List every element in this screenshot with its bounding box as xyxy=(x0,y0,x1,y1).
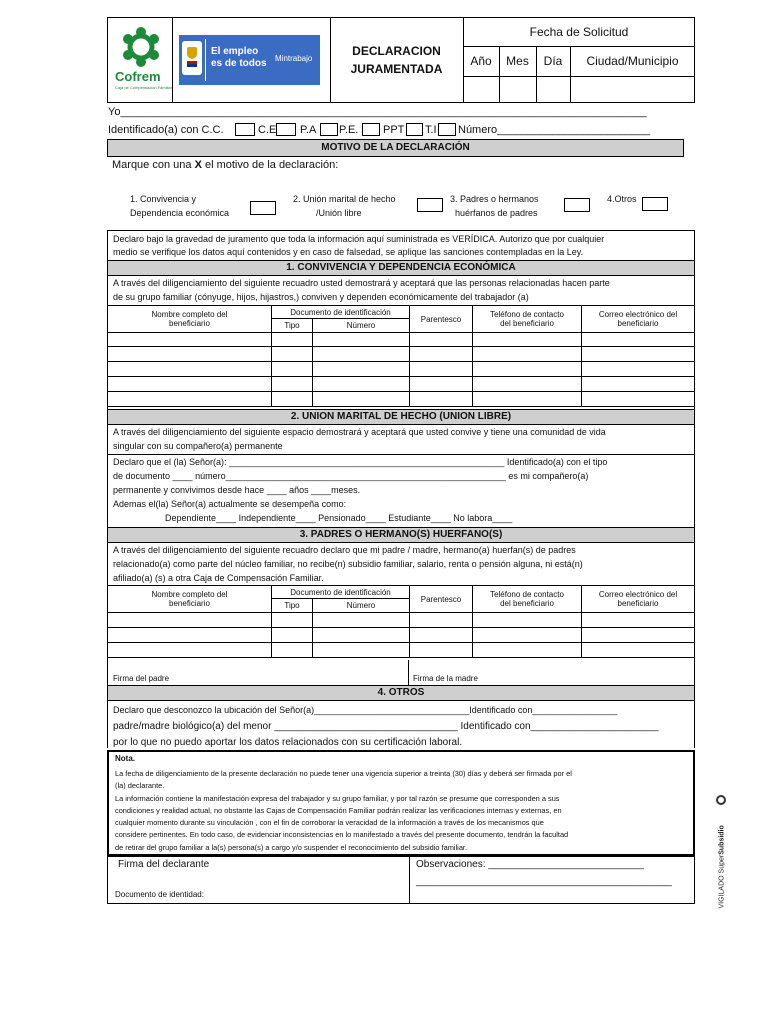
colombia-shield-icon xyxy=(182,41,202,75)
table-row xyxy=(108,392,695,407)
checkbox-padres-hermanos[interactable] xyxy=(564,198,590,212)
option-1-label-b: Dependencia económica xyxy=(130,208,230,218)
supersubsidio-icon xyxy=(716,795,726,805)
s2-occupation-options[interactable]: Dependiente____ Independiente____ Pensionado____ Estudiante____ No labora____ xyxy=(165,513,513,523)
doc-title-line1: DECLARACION xyxy=(352,44,441,58)
th-numero: Número xyxy=(313,319,410,333)
s1-line-2: de su grupo familiar (cónyuge, hijos, hijastros,) conviven y dependen económicamente del trabajador (a) xyxy=(113,292,529,302)
checkbox-otros[interactable] xyxy=(642,197,668,211)
month-field[interactable] xyxy=(500,77,535,102)
option-1-label-a: 1. Convivencia y xyxy=(130,194,197,204)
table-row xyxy=(108,643,695,658)
super-text: Super xyxy=(718,854,726,874)
col-city: Ciudad/Municipio xyxy=(586,54,679,68)
nota-line-6: considere pertinentes. En todo caso, de evidenciar inconsistencias en lo manifestado a través del presente documento, tendrán la facultad xyxy=(115,830,569,839)
firma-padre-field[interactable] xyxy=(108,661,407,684)
s4-line-3: por lo que no puedo aportar los datos relacionados con su certificación laboral. xyxy=(113,737,463,748)
th-nombre: Nombre completo del xyxy=(151,590,228,599)
checkbox-pe[interactable] xyxy=(362,123,380,136)
th-parentesco: Parentesco xyxy=(410,306,473,333)
col-day: Día xyxy=(543,54,563,68)
declaro-line-2: medio se verifique los datos aquí contenidos y en caso de falsedad, se aplique las sanciones contempladas en la Ley. xyxy=(113,247,584,257)
th-numero: Número xyxy=(313,599,410,613)
table-row xyxy=(108,377,695,392)
motivo-bar: MOTIVO DE LA DECLARACIÓN xyxy=(107,139,684,157)
opt-pa-label: P.A xyxy=(300,124,317,136)
cofrem-logo xyxy=(113,27,172,93)
option-4-label: 4.Otros xyxy=(607,194,637,204)
numero-field[interactable]: Número_________________________ xyxy=(458,124,651,136)
nota-line-5: cualquier momento durante su vinculación , con el fin de corroborar la veracidad de la información a través de los mecanismos que xyxy=(115,818,544,827)
checkbox-convivencia[interactable] xyxy=(250,201,276,215)
s4-line-1[interactable]: Declaro que desconozco la ubicación del Señor(a)_______________________________Identificado con_________________ xyxy=(113,705,618,715)
supersubsidio-mark xyxy=(712,795,732,910)
opt-pe-label: P.E. xyxy=(339,124,359,136)
observaciones-line-2[interactable]: ______________________________________________ xyxy=(416,876,672,887)
nota-line-3: La información contiene la manifestación expresa del trabajador y su grupo familiar, y por tal razón se presume que corresponden a sus xyxy=(115,794,560,803)
s4-line-2[interactable]: padre/madre biológico(a) del menor _________________________________ Identificado con_______________________ xyxy=(113,721,659,732)
declaro-line-1: Declaro bajo la gravedad de juramento que toda la información aquí suministrada es VERÍDICA. Autorizo que por cualquier xyxy=(113,234,605,244)
table-row xyxy=(108,628,695,643)
s2-line-2: singular con su compañero(a) permanente xyxy=(113,441,283,451)
opt-ti-label: T.I xyxy=(425,124,437,136)
option-2-label-a: 2. Unión marital de hecho xyxy=(293,194,396,204)
cofrem-star-icon xyxy=(113,27,169,71)
th-documento: Documento de identificación xyxy=(272,586,410,599)
option-2-label-b: /Unión libre xyxy=(316,208,362,218)
s2-line-3[interactable]: Declaro que el (la) Señor(a): _______________________________________________________ Identificado(a) con el tipo xyxy=(113,457,608,467)
s2-line-6: Ademas el(la) Señor(a) actualmente se desempeña como: xyxy=(113,499,347,509)
vigilado-text: VIGILADO xyxy=(718,875,726,909)
th-tipo: Tipo xyxy=(272,599,313,613)
city-field[interactable] xyxy=(571,77,694,102)
section-1-bar: 1. CONVIVENCIA Y DEPENDENCIA ECONÓMICA xyxy=(107,260,695,276)
checkbox-ti[interactable] xyxy=(438,123,456,136)
id-label: Identificado(a) con C.C. xyxy=(108,124,224,136)
yo-line[interactable]: Yo______________________________________________________________________________________ xyxy=(108,106,647,118)
s2-line-1: A través del diligenciamiento del siguiente espacio demostrará y aceptará que usted convive y tiene una comunidad de vida xyxy=(113,427,606,437)
th-correo: Correo electrónico del xyxy=(598,590,678,599)
banner-text-2: es de todos xyxy=(211,58,267,69)
table-row xyxy=(108,613,695,628)
th-tipo: Tipo xyxy=(272,319,313,333)
banner-text-1: El empleo xyxy=(211,46,259,57)
col-month: Mes xyxy=(506,54,529,68)
doc-title-line2: JURAMENTADA xyxy=(350,62,443,76)
opt-ppt-label: PPT xyxy=(383,124,405,136)
s3-line-1: A través del diligenciamiento del siguiente recuadro declaro que mi padre / madre, hermano(a) huerfan(s) de padres xyxy=(113,545,576,555)
mintrabajo-banner xyxy=(179,35,320,85)
s1-line-1: A través del diligenciamiento del siguiente recuadro usted demostrará y aceptará que las personas relacionadas hacen parte xyxy=(113,278,610,288)
motivo-instructions: Marque con una X el motivo de la declaración: xyxy=(112,159,339,171)
table-row xyxy=(108,362,695,377)
firma-padre-label: Firma del padre xyxy=(113,674,170,683)
observaciones-field[interactable]: Observaciones: ____________________________ xyxy=(416,859,644,870)
table-row xyxy=(108,347,695,362)
cofrem-logo-subtext: Caja de Compensación Familiar xyxy=(115,85,172,90)
firma-declarante-label: Firma del declarante xyxy=(118,859,210,870)
checkbox-pa[interactable] xyxy=(320,123,338,136)
th-nombre: Nombre completo del xyxy=(151,310,228,319)
nota-line-1: La fecha de diligenciamiento de la presente declaración no puede tener una vigencia superior a treinta (30) días y deberá ser firmada por el xyxy=(115,769,572,778)
beneficiaries-table-1: Nombre completo del beneficiario Documento de identificación Parentesco Teléfono de contacto del beneficiario Correo electrónico del beneficiario Tipo Número xyxy=(107,305,695,407)
th-telefono: Teléfono de contacto xyxy=(490,590,564,599)
beneficiaries-table-3: Nombre completo del beneficiario Documento de identificación Parentesco Teléfono de contacto del beneficiario Correo electrónico del beneficiario Tipo Número xyxy=(107,585,695,658)
th-telefono: Teléfono de contacto xyxy=(490,310,564,319)
s3-line-2: relacionado(a) como parte del núcleo familiar, no recibe(n) subsidio familiar, salario, renta o pensión alguna, ni está(n) xyxy=(113,559,583,569)
day-field[interactable] xyxy=(537,77,569,102)
checkbox-union-marital[interactable] xyxy=(417,198,443,212)
nota-line-2: (la) declarante. xyxy=(115,781,165,790)
nota-box xyxy=(107,750,695,856)
subsidio-text: Subsidio xyxy=(718,825,726,855)
s2-line-5[interactable]: permanente y convivimos desde hace ____ años ____meses. xyxy=(113,485,361,495)
year-field[interactable] xyxy=(464,77,498,102)
table-row xyxy=(108,333,695,347)
cofrem-logo-text: Cofrem xyxy=(115,69,161,84)
s3-line-3: afiliado(a) (s) a otra Caja de Compensación Familiar. xyxy=(113,573,324,583)
banner-mintrabajo: Mintrabajo xyxy=(275,54,313,63)
col-year: Año xyxy=(470,54,492,68)
checkbox-cc[interactable] xyxy=(235,123,255,136)
s2-line-4[interactable]: de documento ____ número________________________________________________________ es mi compañero(a) xyxy=(113,471,589,481)
firma-declarante-field[interactable] xyxy=(108,872,408,888)
checkbox-ppt[interactable] xyxy=(406,123,423,136)
nota-title: Nota. xyxy=(115,754,135,763)
checkbox-ce[interactable] xyxy=(276,123,296,136)
nota-line-7: de retirar del grupo familiar a la(s) persona(s) a cargo y/o suspender el reconocimiento del subsidio familiar. xyxy=(115,843,468,852)
opt-ce-label: C.E xyxy=(258,124,277,136)
nota-line-4: condiciones y realidad actual, no obstante las Cajas de Compensación Familiar podrán realizar las verificaciones internas y externas, en xyxy=(115,806,562,815)
section-2-bar: 2. UNION MARITAL DE HECHO (UNION LIBRE) xyxy=(107,409,695,425)
th-correo: Correo electrónico del xyxy=(598,310,678,319)
option-3-label-b: huérfanos de padres xyxy=(455,208,538,218)
th-documento: Documento de identificación xyxy=(272,306,410,319)
firma-madre-label: Firma de la madre xyxy=(413,674,478,683)
option-3-label-a: 3. Padres o hermanos xyxy=(450,194,539,204)
th-parentesco: Parentesco xyxy=(410,586,473,613)
section-4-bar: 4. OTROS xyxy=(107,685,695,701)
section-3-bar: 3. PADRES O HERMANO(S) HUERFANO(S) xyxy=(107,527,695,543)
fecha-solicitud-label: Fecha de Solicitud xyxy=(529,25,629,39)
documento-identidad-label: Documento de identidad: xyxy=(115,890,204,899)
firma-madre-field[interactable] xyxy=(409,661,694,684)
